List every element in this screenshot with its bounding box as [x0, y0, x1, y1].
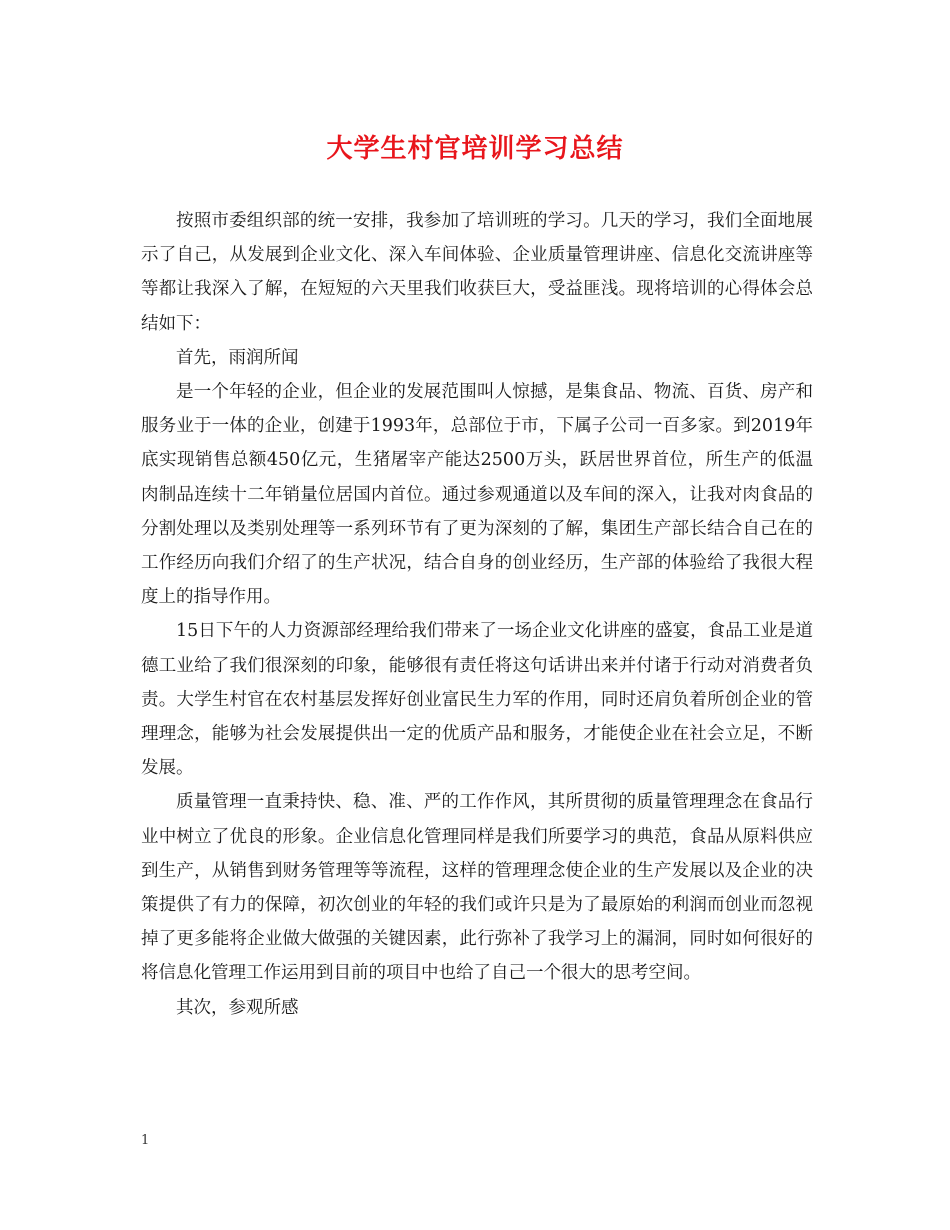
section-heading-second: 其次，参观所感	[176, 997, 299, 1018]
document-title: 大学生村官培训学习总结	[326, 134, 624, 164]
page-number: 1	[141, 1133, 150, 1148]
paragraph-quality-management: 质量管理一直秉持快、稳、准、严的工作作风，其所贯彻的质量管理理念在食品行业中树立了优良的形象。企业信息化管理同样是我们所要学习的典范，食品从原料供应到生产，从销售到财务管理等等流程，这样的管理理念使企业的生产发展以及企业的决策提供了有力的保障，初次创业的年轻的我们或许只是为了最原始的利润而创业而忽视掉了更多能将企业做大做强的关键因素，此行弥补了我学习上的漏洞，同时如何很好的将信息化管理工作运用到目前的项目中也给了自己一个很大的思考空间。	[141, 792, 813, 984]
paragraph-culture-lecture: 15日下午的人力资源部经理给我们带来了一场企业文化讲座的盛宴，食品工业是道德工业给了我们很深刻的印象，能够很有责任将这句话讲出来并付诸于行动对消费者负责。大学生村官在农村基层发挥好创业富民生力军的作用，同时还肩负着所创企业的管理理念，能够为社会发展提供出一定的优质产品和服务，才能使企业在社会立足，不断发展。	[141, 621, 813, 779]
paragraph-company-overview: 是一个年轻的企业，但企业的发展范围叫人惊撼，是集食品、物流、百货、房产和服务业于一体的企业，创建于1993年，总部位于市，下属子公司一百多家。到2019年底实现销售总额450亿元，生猪屠宰产能达2500万头，跃居世界首位，所生产的低温肉制品连续十二年销量位居国内首位。通过参观通道以及车间的深入，让我对肉食品的分割处理以及类别处理等一系列环节有了更为深刻的了解，集团生产部长结合自己在的工作经历向我们介绍了的生产状况，结合自身的创业经历，生产部的体验给了我很大程度上的指导作用。	[141, 382, 813, 608]
paragraph-intro: 按照市委组织部的统一安排，我参加了培训班的学习。几天的学习，我们全面地展示了自己，从发展到企业文化、深入车间体验、企业质量管理讲座、信息化交流讲座等等都让我深入了解，在短短的六天里我们收获巨大，受益匪浅。现将培训的心得体会总结如下：	[141, 211, 813, 334]
document-body	[141, 204, 813, 1025]
section-heading-first: 首先，雨润所闻	[176, 347, 299, 368]
